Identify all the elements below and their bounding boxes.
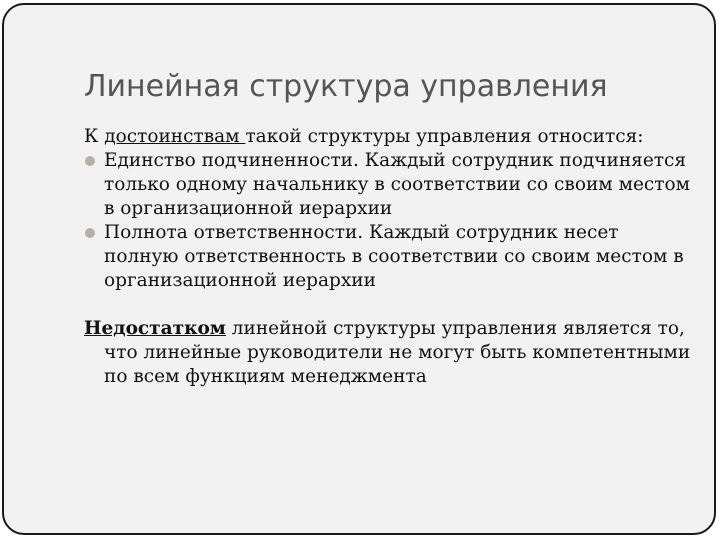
slide-frame [2,3,716,535]
advantages-keyword: достоинствам [104,126,246,147]
bullet-icon [85,156,95,166]
disadvantages-text: линейной структуры управления является то, что линейные руководители не могут быть компетентными по всем функциям менеджмента [104,318,691,387]
disadvantages-paragraph [84,317,692,389]
slide-title: Линейная структура управления [84,69,608,104]
advantages-paragraph [84,125,692,149]
advantages-text: такой структуры управления относится: [245,126,644,147]
bullet-text: Полнота ответственности. Каждый сотрудник несет полную ответственность в соответствии со своим местом в организационной иерархии [104,222,684,291]
spacer [84,293,692,317]
bullet-item-responsibility [84,221,692,293]
advantages-prefix: К [84,126,105,147]
bullet-text: Единство подчиненности. Каждый сотрудник подчиняется только одному начальнику в соответствии со своим местом в организационной иерархии [104,150,691,219]
slide-content [84,125,692,389]
disadvantages-keyword: Недостатком [84,318,226,339]
bullet-icon [85,228,95,238]
bullet-item-unity [84,149,692,221]
